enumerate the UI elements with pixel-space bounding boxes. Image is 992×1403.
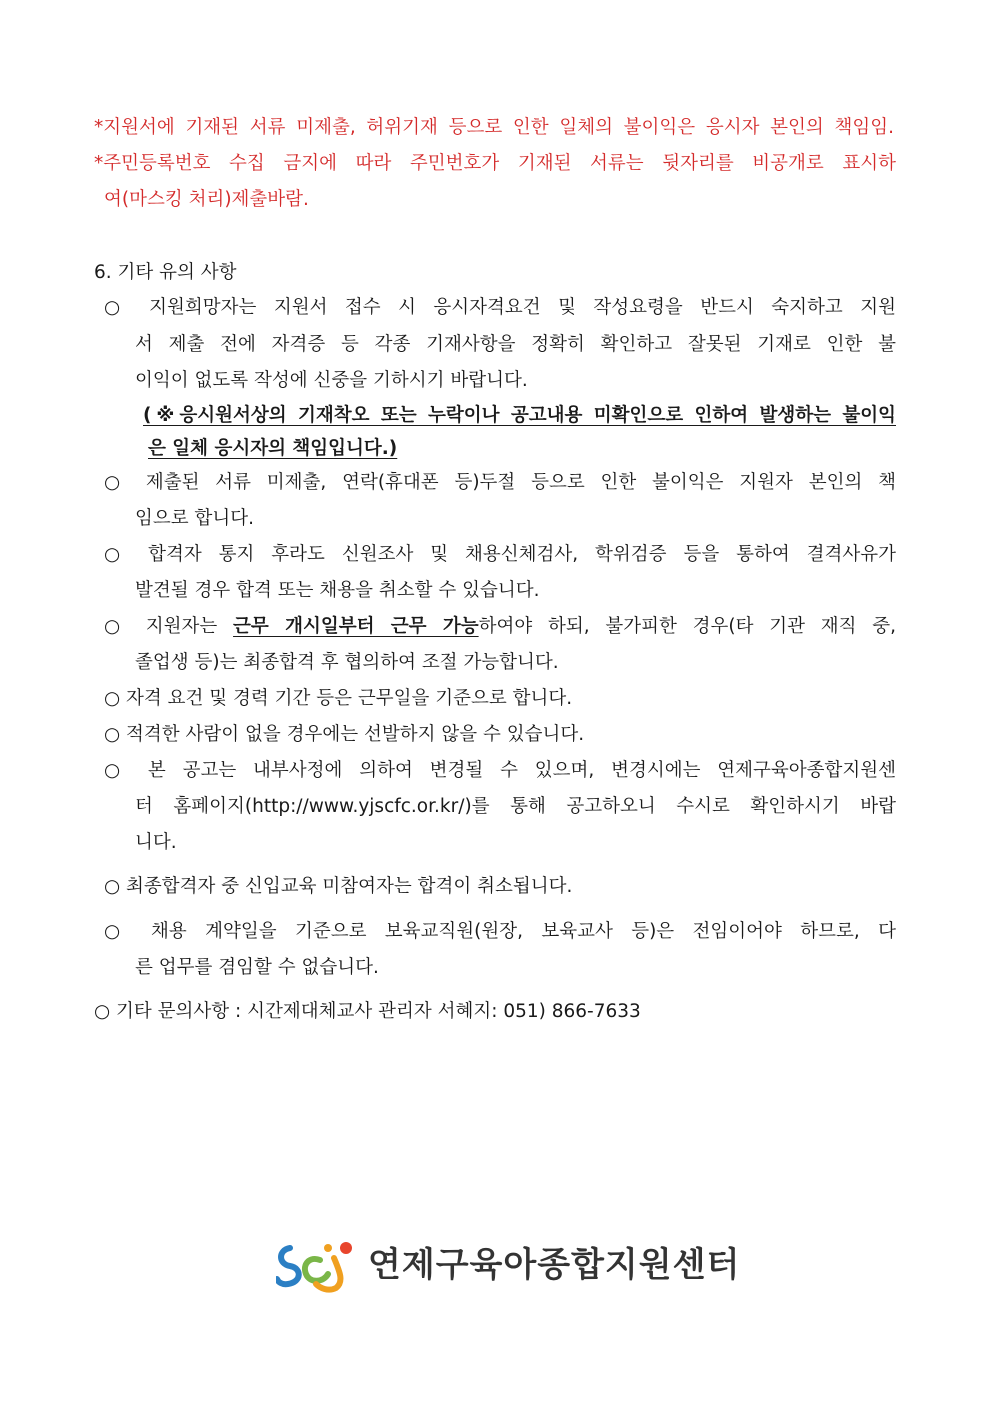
note-line: *주민등록번호 수집 금지에 따라 주민번호가 기재된 서류는 뒷자리를 비공개로 표시하: [94, 153, 896, 174]
bullet-line: 임으로 합니다.: [135, 508, 254, 529]
org-logo-icon: [276, 1238, 366, 1294]
bullet-line: 발견될 경우 합격 또는 채용을 취소할 수 있습니다.: [135, 580, 540, 601]
bullet-line: ○ 적격한 사람이 없을 경우에는 선발하지 않을 수 있습니다.: [104, 724, 585, 745]
bullet-line: ○ 제출된 서류 미제출, 연락(휴대폰 등)두절 등으로 인한 불이익은 지원자 본인의 책: [104, 472, 896, 493]
bullet-line: ○ 최종합격자 중 신입교육 미참여자는 합격이 취소됩니다.: [104, 876, 573, 897]
bullet-line: 터 홈페이지(http://www.yjscfc.or.kr/)를 통해 공고하오니 수시로 확인하시기 바랍: [135, 796, 896, 817]
contact-line: ○ 기타 문의사항 : 시간제대체교사 관리자 서혜지: 051) 866-7633: [94, 1001, 641, 1022]
bullet-line: ○ 합격자 통지 후라도 신원조사 및 채용신체검사, 학위검증 등을 통하여 결격사유가: [104, 544, 896, 565]
bullet-line: 이익이 없도록 작성에 신중을 기하시기 바랍니다.: [135, 370, 528, 391]
bullet-line: [104, 615, 896, 639]
bullet-line: 졸업생 등)는 최종합격 후 협의하여 조절 가능합니다.: [135, 652, 559, 673]
note-line: *지원서에 기재된 서류 미제출, 허위기재 등으로 인한 일체의 불이익은 응시자 본인의 책임임.: [94, 117, 894, 138]
emphasis-text: 근무 개시일부터 근무 가능: [233, 616, 479, 637]
bullet-line: ○ 채용 계약일을 기준으로 보육교직원(원장, 보육교사 등)은 전임이어야 하므로, 다: [104, 921, 896, 942]
warning-note: (※응시원서상의 기재착오 또는 누락이나 공고내용 미확인으로 인하여 발생하는 불이익: [143, 405, 896, 426]
bullet-line: 니다.: [135, 832, 177, 853]
org-name: 연제구육아종합지원센터: [368, 1245, 741, 1285]
section-heading: 6. 기타 유의 사항: [94, 262, 237, 283]
bullet-text: 하여야 하되, 불가피한 경우(타 기관 재직 중,: [478, 616, 896, 637]
bullet-line: ○ 자격 요건 및 경력 기간 등은 근무일을 기준으로 합니다.: [104, 688, 573, 709]
note-line: 여(마스킹 처리)제출바람.: [104, 189, 309, 210]
bullet-text: ○ 지원자는: [104, 616, 234, 637]
warning-note: 은 일체 응시자의 책임입니다.): [148, 438, 398, 459]
bullet-line: 서 제출 전에 자격증 등 각종 기재사항을 정확히 확인하고 잘못된 기재로 인한 불: [135, 334, 896, 355]
bullet-line: ○ 지원희망자는 지원서 접수 시 응시자격요건 및 작성요령을 반드시 숙지하고 지원: [104, 297, 896, 318]
bullet-line: ○ 본 공고는 내부사정에 의하여 변경될 수 있으며, 변경시에는 연제구육아종합지원센: [104, 760, 896, 781]
bullet-line: 른 업무를 겸임할 수 없습니다.: [135, 957, 379, 978]
